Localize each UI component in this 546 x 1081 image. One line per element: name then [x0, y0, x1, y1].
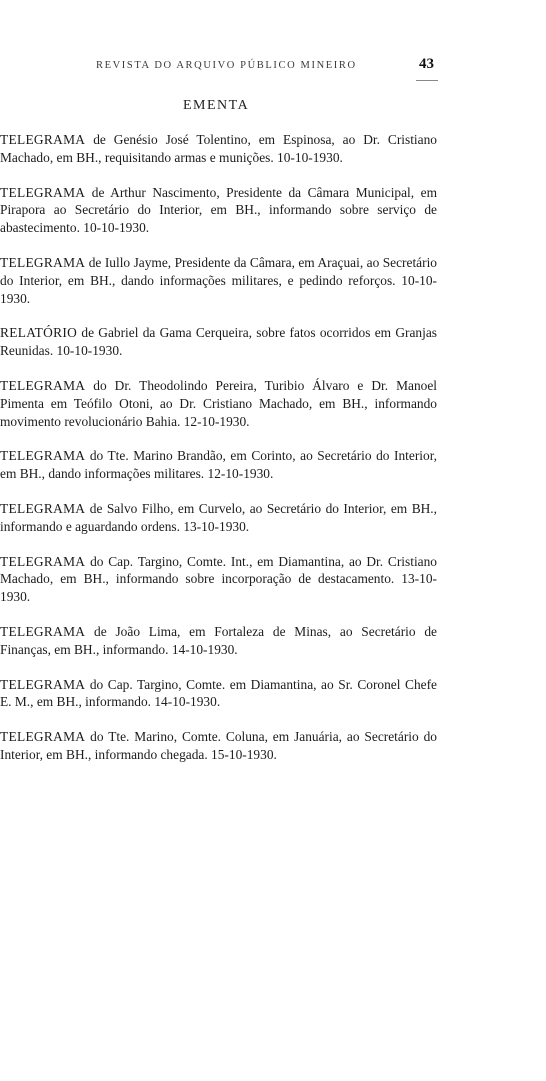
entry-item [0, 254, 437, 307]
entry-type: TELEGRAMA [0, 448, 86, 464]
running-head: REVISTA DO ARQUIVO PÚBLICO MINEIRO [96, 60, 357, 71]
entry-type: TELEGRAMA [0, 184, 86, 200]
entry-list [0, 131, 437, 781]
entry-type: RELATÓRIO [0, 325, 78, 341]
entry-item [0, 728, 437, 764]
entry-type: TELEGRAMA [0, 729, 86, 745]
entry-text: do Tte. Marino, Comte. Coluna, em Januária, ao Secretário do Interior, em BH., informando chegada. 15-10-1930. [0, 729, 437, 762]
entry-item [0, 131, 437, 167]
entry-item [0, 377, 437, 430]
entry-item [0, 623, 437, 659]
entry-type: TELEGRAMA [0, 132, 86, 147]
entry-text: de Arthur Nascimento, Presidente da Câmara Municipal, em Pirapora ao Secretário do Interior, em BH., informando sobre serviço de abastecimento. 10-10-1930. [0, 184, 437, 236]
entry-text: do Cap. Targino, Comte. em Diamantina, ao Sr. Coronel Chefe E. M., em BH., informando. 14-10-1930. [0, 676, 437, 710]
page-number-rule [416, 80, 438, 81]
entry-item [0, 447, 437, 483]
section-title: EMENTA [183, 98, 250, 113]
entry-text: do Cap. Targino, Comte. Int., em Diamantina, ao Dr. Cristiano Machado, em BH., informando sobre incorporação de destacamento. 13-10-1930. [0, 553, 437, 605]
entry-type: TELEGRAMA [0, 676, 86, 692]
entry-text: do Dr. Theodolindo Pereira, Turibio Álvaro e Dr. Manoel Pimenta em Teófilo Otoni, ao Dr. Cristiano Machado, em BH., informando movimento revolucionário Bahia. 12-10-1930. [0, 377, 437, 429]
entry-type: TELEGRAMA [0, 254, 86, 270]
entry-item [0, 500, 437, 536]
entry-text: de Genésio José Tolentino, em Espinosa, ao Dr. Cristiano Machado, em BH., requisitando armas e munições. 10-10-1930. [0, 132, 437, 165]
entry-item [0, 676, 437, 712]
entry-item [0, 324, 437, 360]
entry-text: de Gabriel da Gama Cerqueira, sobre fatos ocorridos em Granjas Reunidas. 10-10-1930. [0, 325, 437, 359]
entry-item [0, 553, 437, 606]
entry-text: de Iullo Jayme, Presidente da Câmara, em Araçuai, ao Secretário do Interior, em BH., dando informações militares, e pedindo reforços. 10-10-1930. [0, 254, 437, 306]
entry-type: TELEGRAMA [0, 553, 86, 569]
entry-item [0, 184, 437, 237]
entry-text: de Salvo Filho, em Curvelo, ao Secretário do Interior, em BH., informando e aguardando ordens. 13-10-1930. [0, 500, 437, 534]
entry-type: TELEGRAMA [0, 623, 86, 639]
entry-text: do Tte. Marino Brandão, em Corinto, ao Secretário do Interior, em BH., dando informações militares. 12-10-1930. [0, 448, 437, 482]
entry-type: TELEGRAMA [0, 500, 86, 516]
page-number: 43 [419, 56, 434, 72]
entry-text: de João Lima, em Fortaleza de Minas, ao Secretário de Finanças, em BH., informando. 14-10-1930. [0, 623, 437, 657]
entry-type: TELEGRAMA [0, 377, 86, 393]
